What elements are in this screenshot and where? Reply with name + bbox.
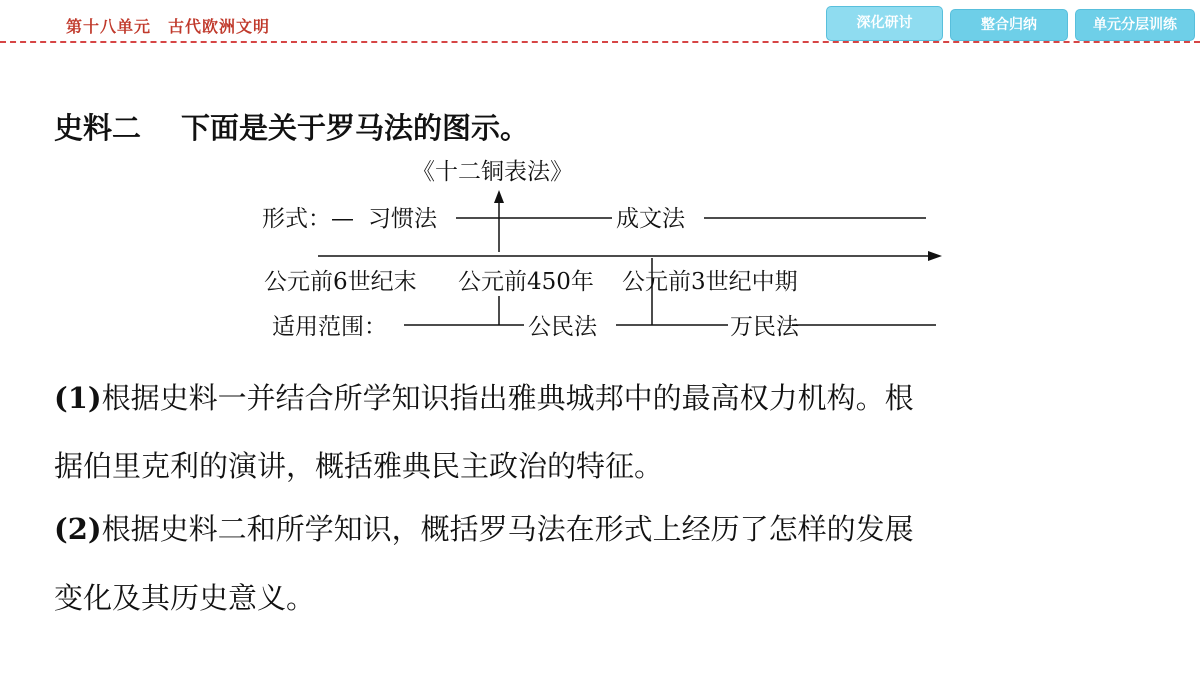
nav-button-summary[interactable]: 整合归纳	[950, 9, 1068, 41]
scope-label: 适用范围：	[272, 314, 387, 340]
section-text: 下面是关于罗马法的图示。	[181, 111, 530, 145]
arrow-right-icon	[928, 251, 942, 261]
question-2-cont	[54, 578, 315, 618]
nav-button-unit-training[interactable]: 单元分层训练	[1075, 9, 1195, 41]
question-2-line-1: 根据史料二和所学知识，概括罗马法在形式上经历了怎样的发展	[101, 512, 914, 546]
written-law-label: 成文法	[616, 206, 685, 232]
law-of-nations-label: 万民法	[730, 314, 799, 340]
timeline-label-1: 公元前6世纪末	[264, 269, 417, 295]
section-label: 史料二	[54, 111, 142, 145]
arrow-up-icon	[494, 190, 504, 203]
question-1	[54, 378, 914, 418]
question-2-number: (2)	[54, 512, 102, 546]
question-1-number: (1)	[54, 381, 102, 415]
form-label: 形式：—	[262, 206, 354, 232]
twelve-tables-label: 《十二铜表法》	[412, 159, 573, 185]
custom-law-label: 习惯法	[368, 206, 437, 232]
question-1-cont	[54, 446, 663, 486]
nav-button-deep-study[interactable]: 深化研讨	[826, 6, 943, 41]
timeline-label-3: 公元前3世纪中期	[622, 269, 798, 295]
unit-title: 第十八单元 古代欧洲文明	[66, 17, 271, 36]
question-1-line-2: 据伯里克利的演讲，概括雅典民主政治的特征。	[54, 449, 664, 483]
question-2-line-2: 变化及其历史意义。	[54, 581, 316, 615]
question-1-line-1: 根据史料一并结合所学知识指出雅典城邦中的最高权力机构。根	[101, 381, 914, 415]
question-2	[54, 509, 914, 549]
timeline-label-2: 公元前450年	[458, 269, 594, 295]
civil-law-label: 公民法	[528, 314, 597, 340]
